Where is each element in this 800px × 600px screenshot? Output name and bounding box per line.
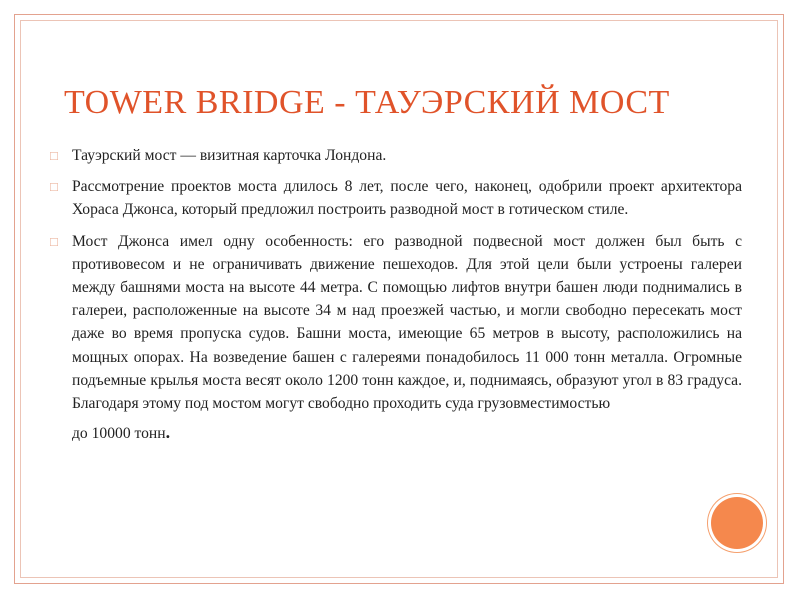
bullet-list [50,144,742,453]
bullet-square-icon: □ [50,233,58,249]
bullet-last-line-text: до 10000 тонн [72,425,166,443]
bullet-last-line [72,421,742,445]
bullet-item [50,144,742,167]
bullet-square-icon: □ [50,179,58,195]
bullet-text: Мост Джонса имел одну особенность: его разводной подвесной мост должен был быть с противовесом и не ограничивать движение пешеходов. Для этой цели были устроены галереи между башнями моста на высоте 44 метра. С помощью лифтов внутри башен люди поднимались в галереи, расположенные на высоте 34 м над проезжей частью, и могли свободно пересекать мост даже во время пропуска судов. Башни моста, имеющие 65 метров в высоту, расположились на мощных опорах. На возведение башен с галереями понадобилось 11 000 тонн металла. Огромные подъемные крылья моста весят около 1200 тонн каждое, и, поднимаясь, образуют угол в 83 градуса. Благодаря этому под мостом могут свободно проходить суда грузовместимостью [72,232,742,413]
bullet-text: Рассмотрение проектов моста длилось 8 лет, после чего, наконец, одобрили проект архитектора Хораса Джонса, который предложил построить разводной мост в готическом стиле. [72,178,742,219]
bullet-item [50,230,742,446]
bullet-item [50,175,742,221]
bullet-last-punct: . [165,422,171,443]
slide-title: TOWER BRIDGE - ТАУЭРСКИЙ МОСТ [64,84,670,121]
decorative-circle-icon [711,497,763,549]
bullet-square-icon: □ [50,148,58,163]
bullet-text: Тауэрский мост — визитная карточка Лондона. [72,147,387,164]
